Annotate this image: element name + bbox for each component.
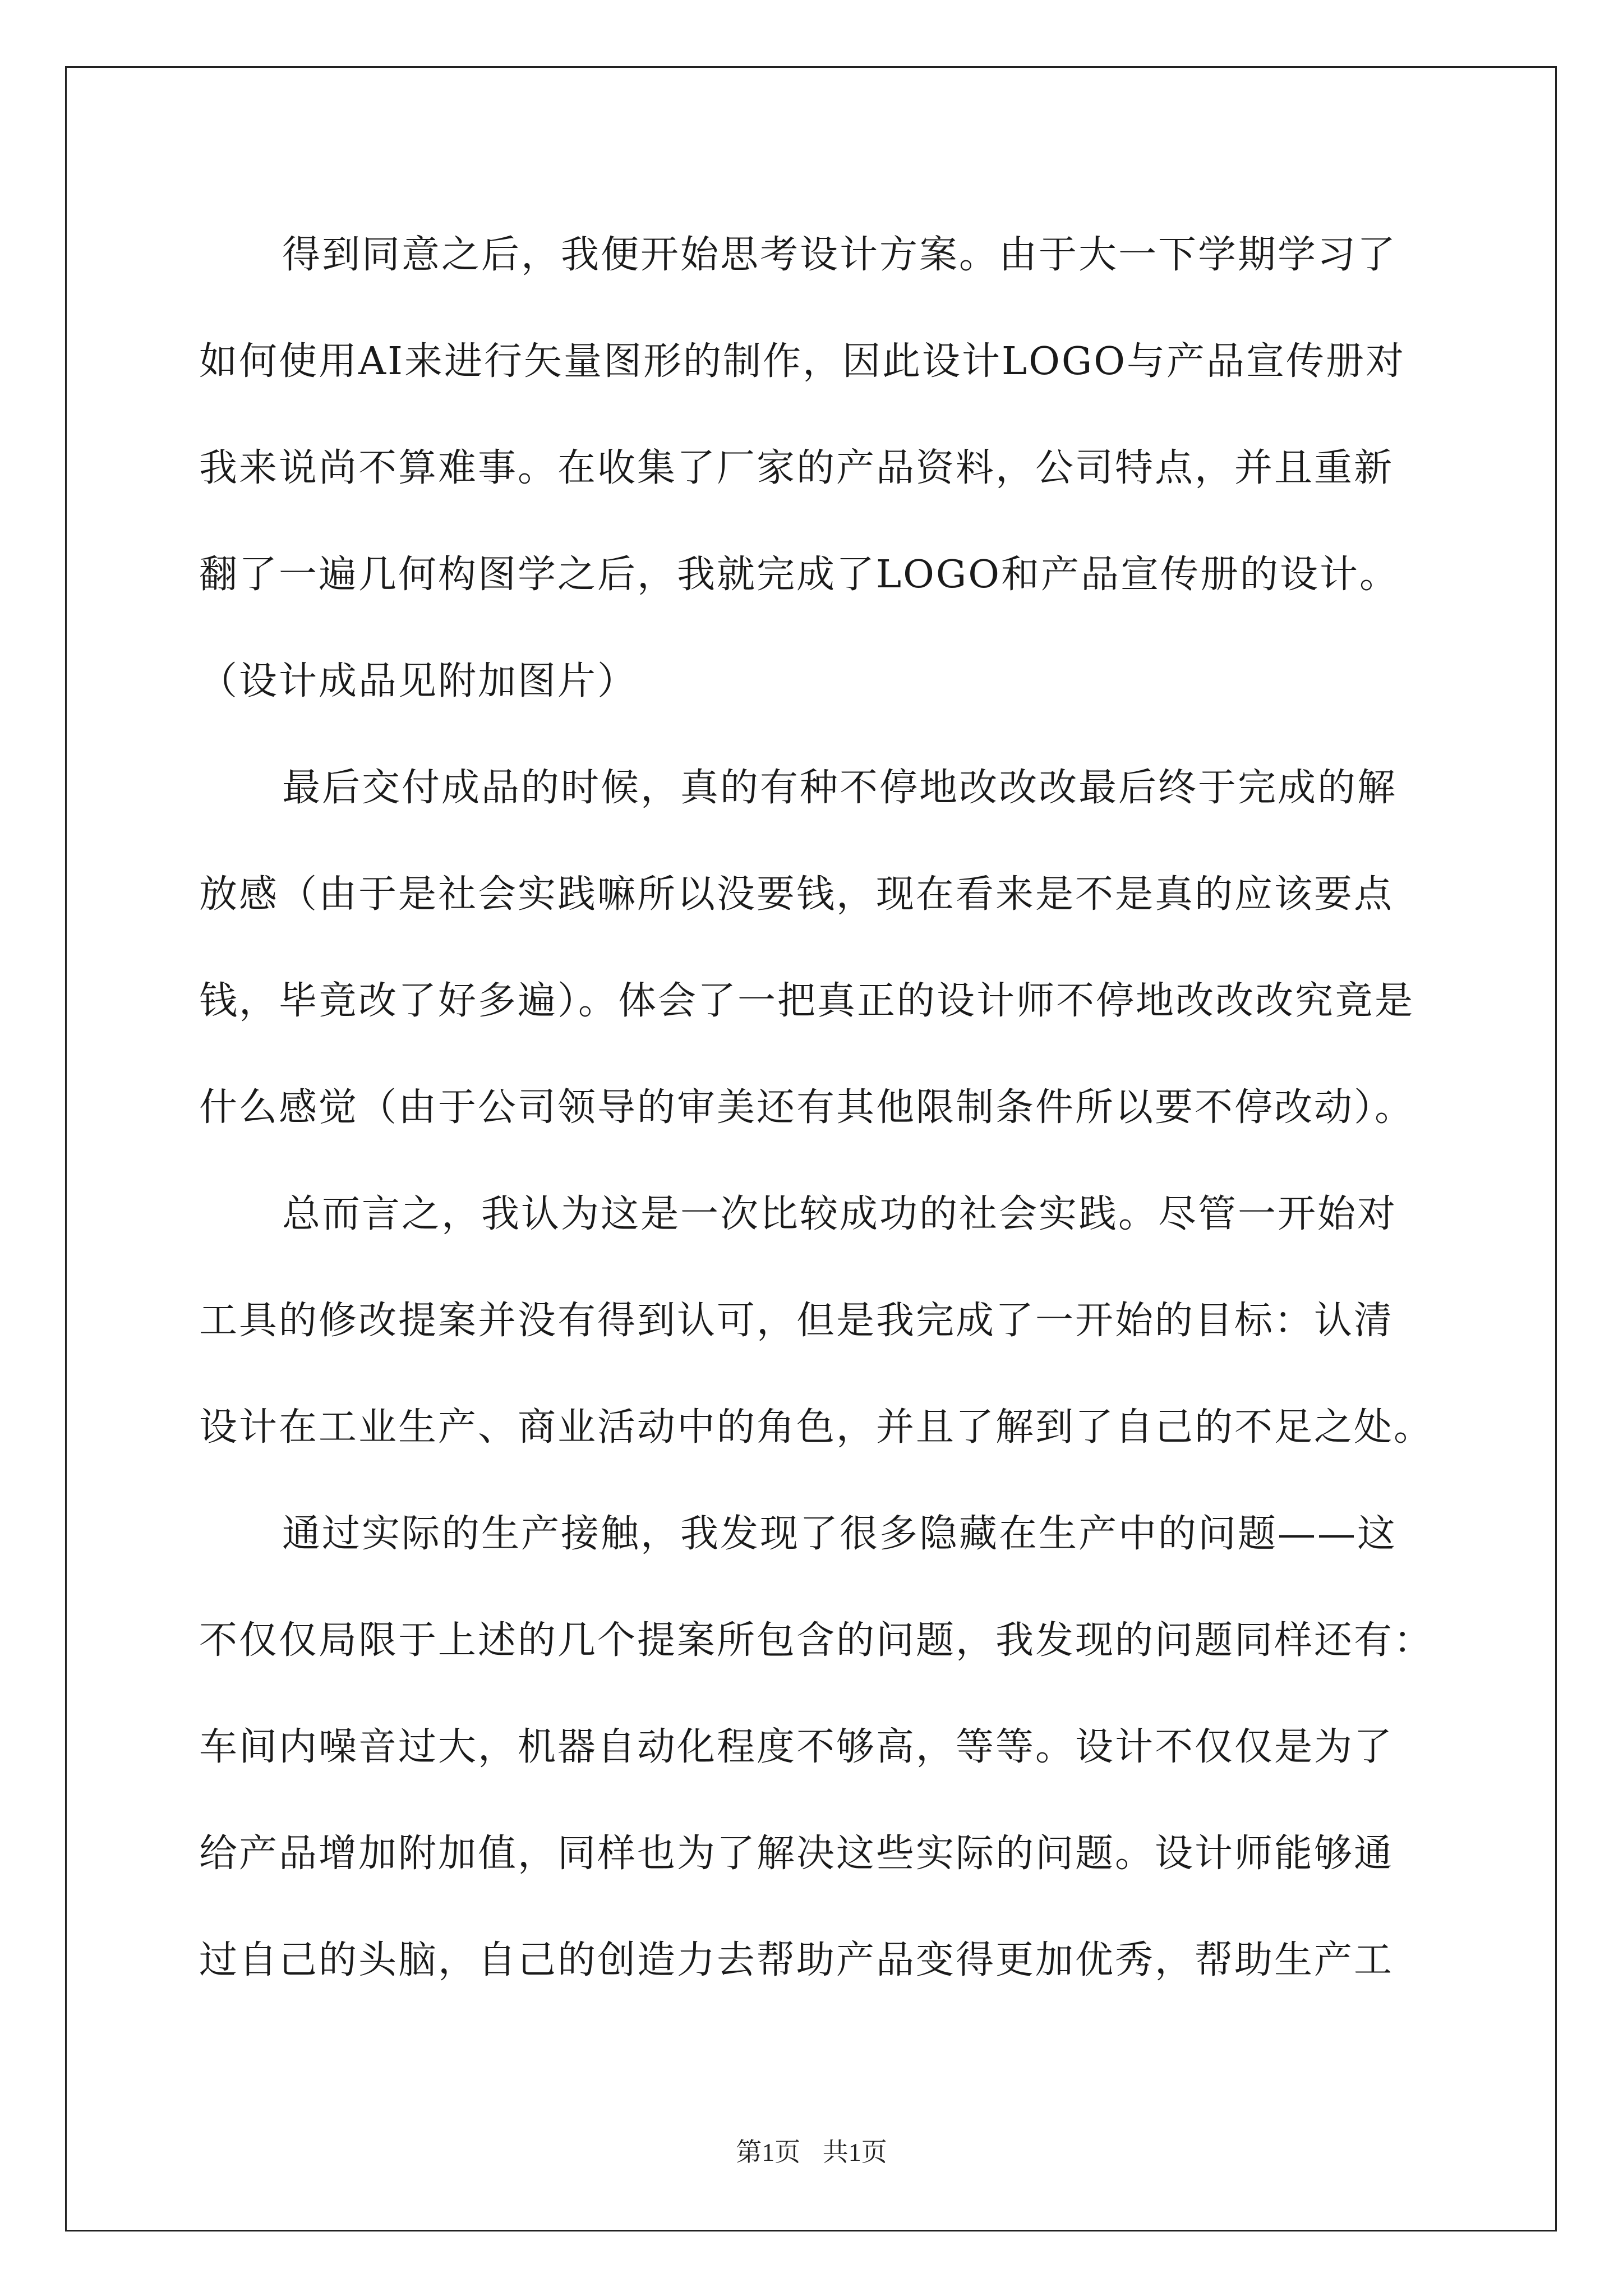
text-line-14: 不仅仅局限于上述的几个提案所包含的问题，我发现的问题同样还有： — [199, 1618, 1434, 1663]
page-number: 第1页 — [736, 2138, 801, 2166]
text-line-1: 得到同意之后，我便开始思考设计方案。由于大一下学期学习了 — [282, 233, 1398, 277]
text-line-4: 翻了一遍几何构图学之后，我就完成了LOGO和产品宣传册的设计。 — [199, 553, 1399, 597]
text-line-15: 车间内噪音过大，机器自动化程度不够高，等等。设计不仅仅是为了 — [199, 1725, 1394, 1769]
text-line-3: 我来说尚不算难事。在收集了厂家的产品资料，公司特点，并且重新 — [199, 446, 1394, 490]
page-footer — [0, 2132, 1623, 2169]
text-line-8: 钱，毕竟改了好多遍）。体会了一把真正的设计师不停地改改改究竟是 — [199, 979, 1415, 1023]
text-line-6: 最后交付成品的时候，真的有种不停地改改改最后终于完成的解 — [282, 766, 1398, 810]
document-body — [199, 202, 1433, 2014]
page-total: 共1页 — [822, 2138, 887, 2166]
text-line-11: 工具的修改提案并没有得到认可，但是我完成了一开始的目标：认清 — [199, 1299, 1394, 1343]
text-line-13: 通过实际的生产接触，我发现了很多隐藏在生产中的问题——这 — [282, 1512, 1398, 1556]
text-line-10: 总而言之，我认为这是一次比较成功的社会实践。尽管一开始对 — [282, 1192, 1398, 1236]
text-line-16: 给产品增加附加值，同样也为了解决这些实际的问题。设计师能够通 — [199, 1832, 1394, 1876]
text-line-12: 设计在工业生产、商业活动中的角色，并且了解到了自己的不足之处。 — [199, 1405, 1434, 1450]
text-line-7: 放感（由于是社会实践嘛所以没要钱，现在看来是不是真的应该要点 — [199, 872, 1394, 917]
text-line-17: 过自己的头脑，自己的创造力去帮助产品变得更加优秀，帮助生产工 — [199, 1938, 1394, 1982]
text-line-9: 什么感觉（由于公司领导的审美还有其他限制条件所以要不停改动）。 — [199, 1085, 1415, 1130]
text-line-2: 如何使用AI来进行矢量图形的制作，因此设计LOGO与产品宣传册对 — [199, 339, 1405, 384]
text-line-5: （设计成品见附加图片） — [199, 659, 638, 703]
